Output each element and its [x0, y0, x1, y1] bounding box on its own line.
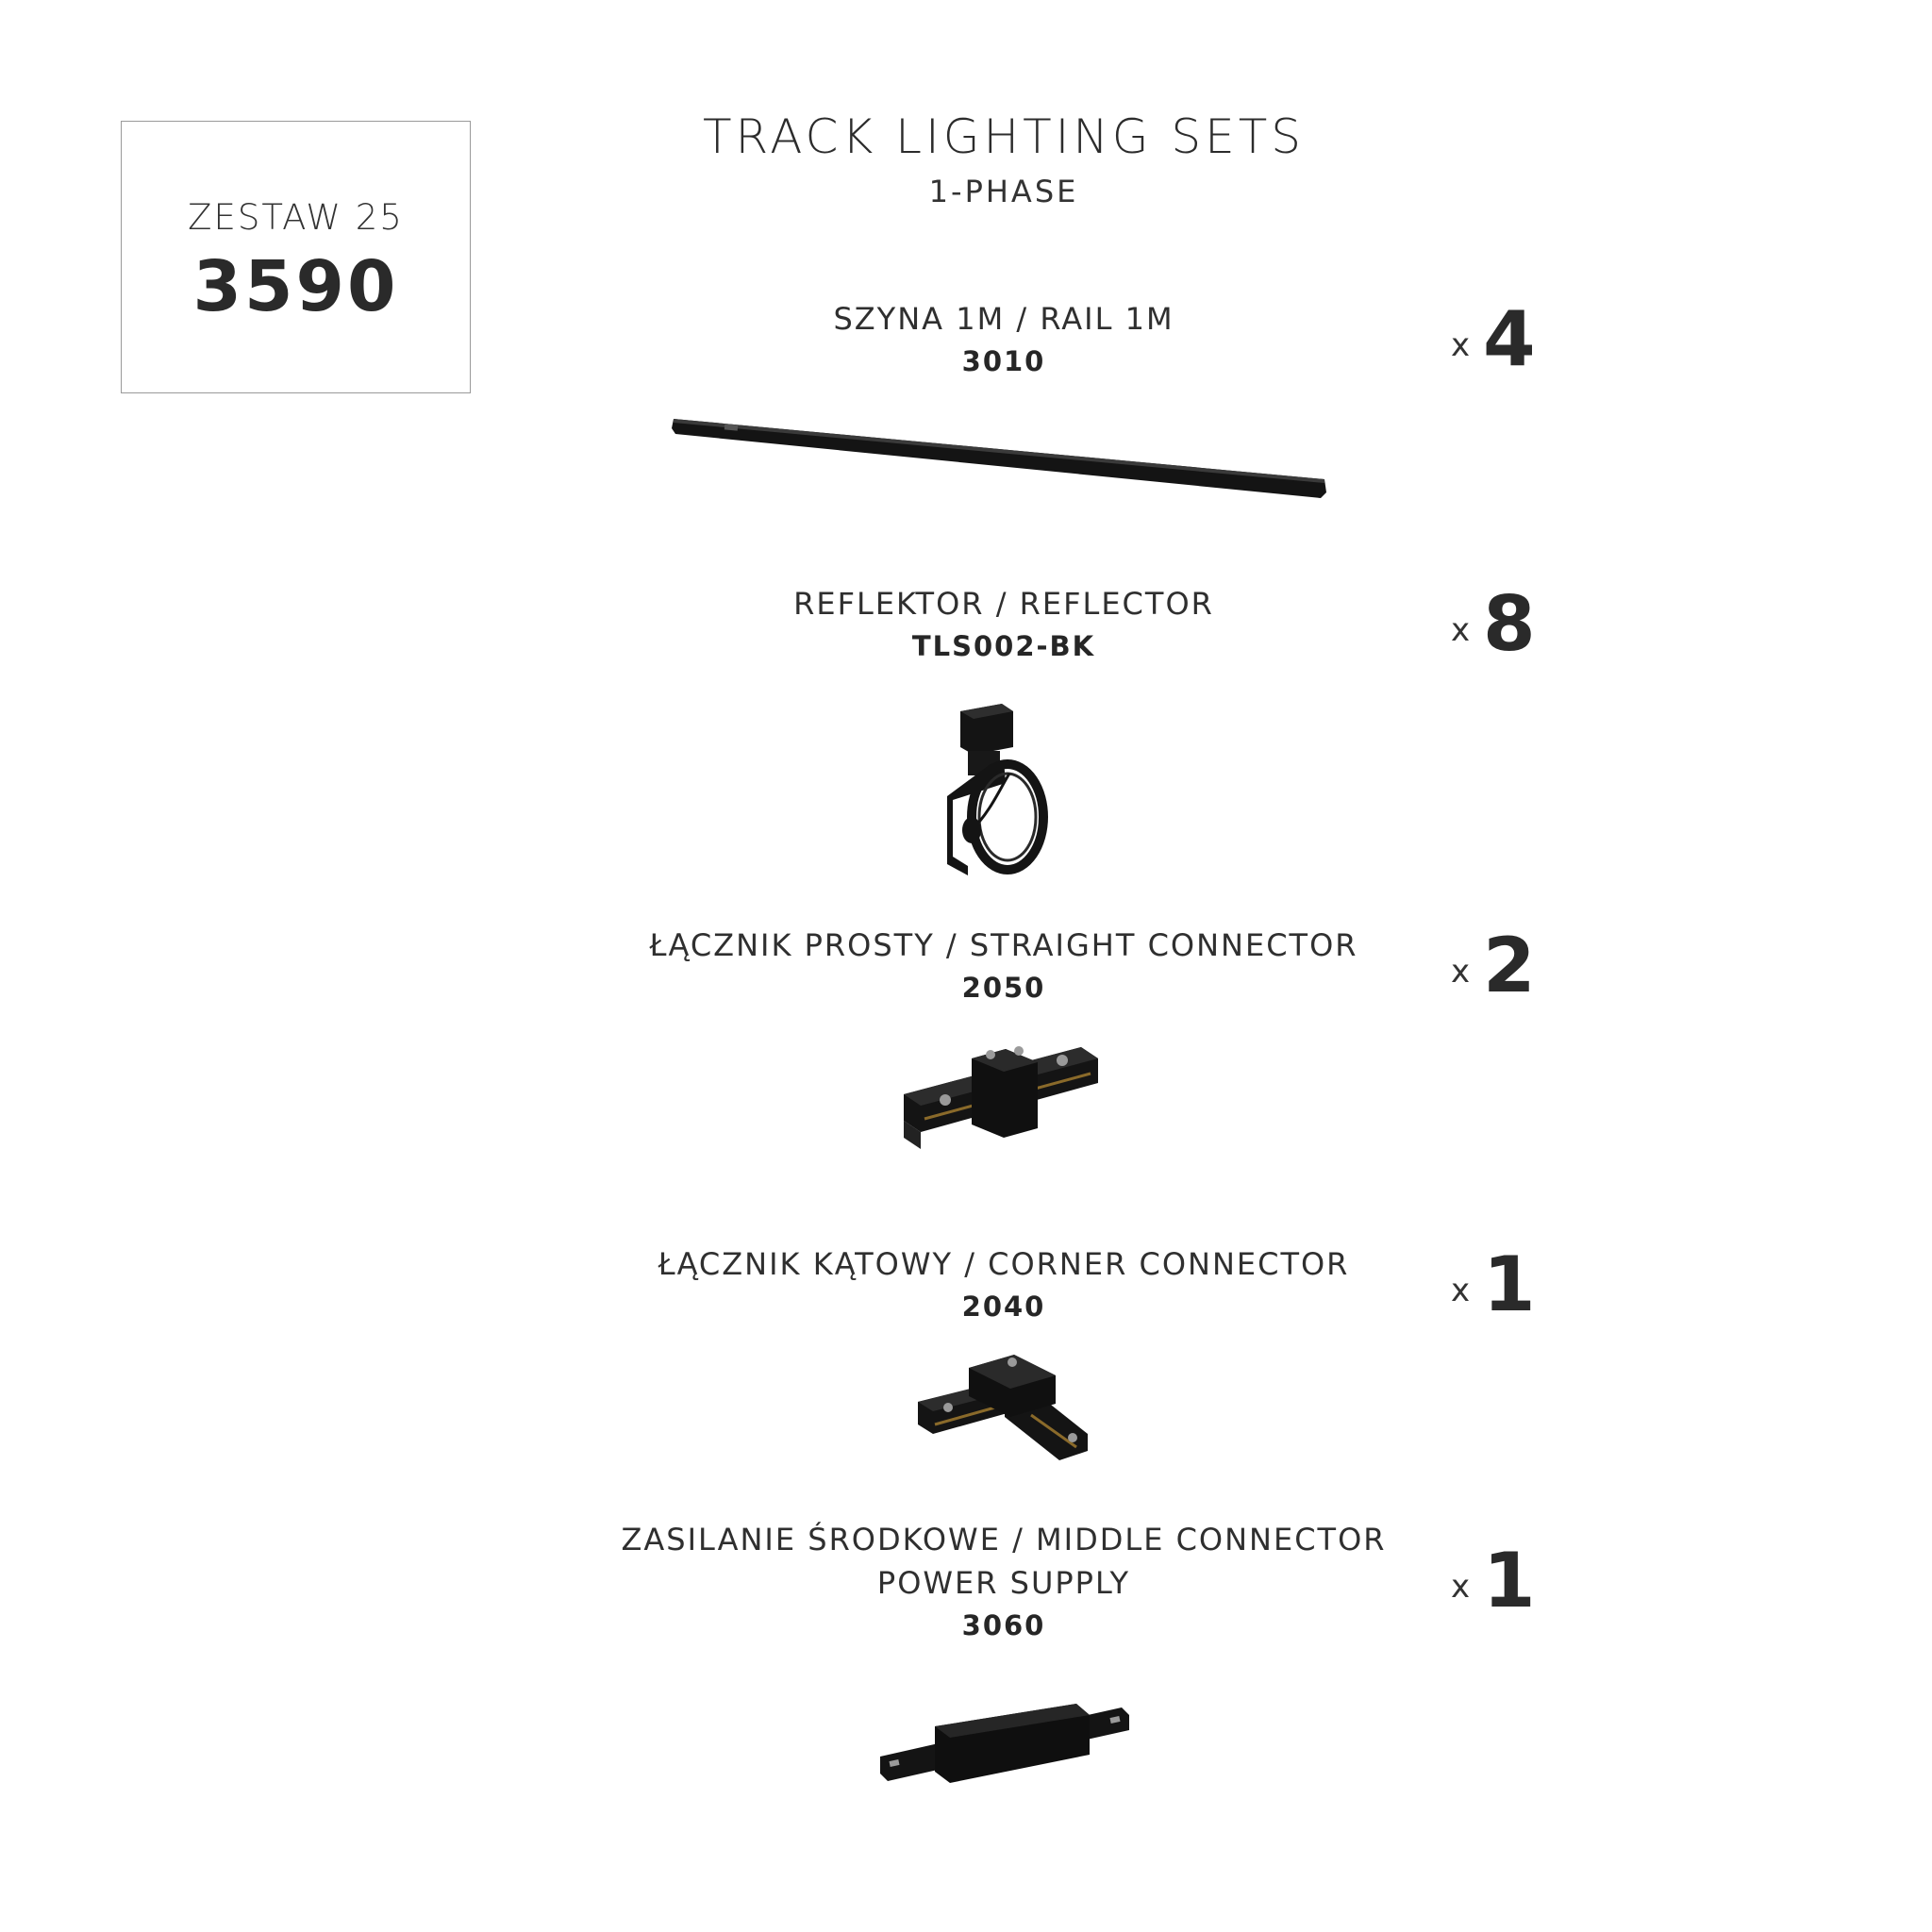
set-box: [121, 121, 471, 393]
item-label-middle-connector: ZASILANIE ŚRODKOWE / MIDDLE CONNECTOR: [621, 1522, 1387, 1557]
quantity-reflector: [1451, 580, 1574, 668]
item-code-straight-connector: 2050: [961, 972, 1046, 1004]
quantity-value: 4: [1483, 295, 1536, 383]
item-label-rail: SZYNA 1M / RAIL 1M: [833, 301, 1174, 337]
quantity-prefix: x: [1451, 1568, 1471, 1606]
reflector-icon: [934, 698, 1066, 887]
corner-connector-icon: [910, 1349, 1099, 1472]
quantity-middle-connector: [1451, 1537, 1574, 1624]
item-code-middle-connector: 3060: [961, 1609, 1046, 1641]
quantity-value: 2: [1483, 922, 1536, 1009]
item-code-reflector: TLS002-BK: [911, 630, 1096, 662]
straight-connector-icon: [896, 1038, 1104, 1170]
quantity-rail: [1451, 295, 1574, 383]
quantity-prefix: x: [1451, 326, 1471, 364]
item-code-rail: 3010: [961, 345, 1046, 377]
item-label-middle-connector-line2: POWER SUPPLY: [876, 1565, 1131, 1601]
quantity-prefix: x: [1451, 1272, 1471, 1309]
quantity-value: 8: [1483, 580, 1536, 668]
set-name: ZESTAW 25: [188, 197, 404, 238]
item-label-corner-connector: ŁĄCZNIK KĄTOWY / CORNER CONNECTOR: [658, 1246, 1350, 1282]
quantity-value: 1: [1483, 1537, 1536, 1624]
set-number: 3590: [192, 246, 399, 327]
quantity-value: 1: [1483, 1241, 1536, 1328]
page-title: TRACK LIGHTING SETS: [702, 109, 1306, 164]
item-code-corner-connector: 2040: [961, 1291, 1046, 1323]
item-label-reflector: REFLEKTOR / REFLECTOR: [793, 586, 1214, 622]
quantity-straight-connector: [1451, 922, 1574, 1009]
rail-icon: [660, 406, 1340, 509]
quantity-prefix: x: [1451, 953, 1471, 991]
quantity-prefix: x: [1451, 611, 1471, 649]
page-subtitle: 1-PHASE: [928, 174, 1079, 209]
quantity-corner-connector: [1451, 1241, 1574, 1328]
middle-connector-power-supply-icon: [873, 1698, 1137, 1802]
item-label-straight-connector: ŁĄCZNIK PROSTY / STRAIGHT CONNECTOR: [649, 927, 1358, 963]
